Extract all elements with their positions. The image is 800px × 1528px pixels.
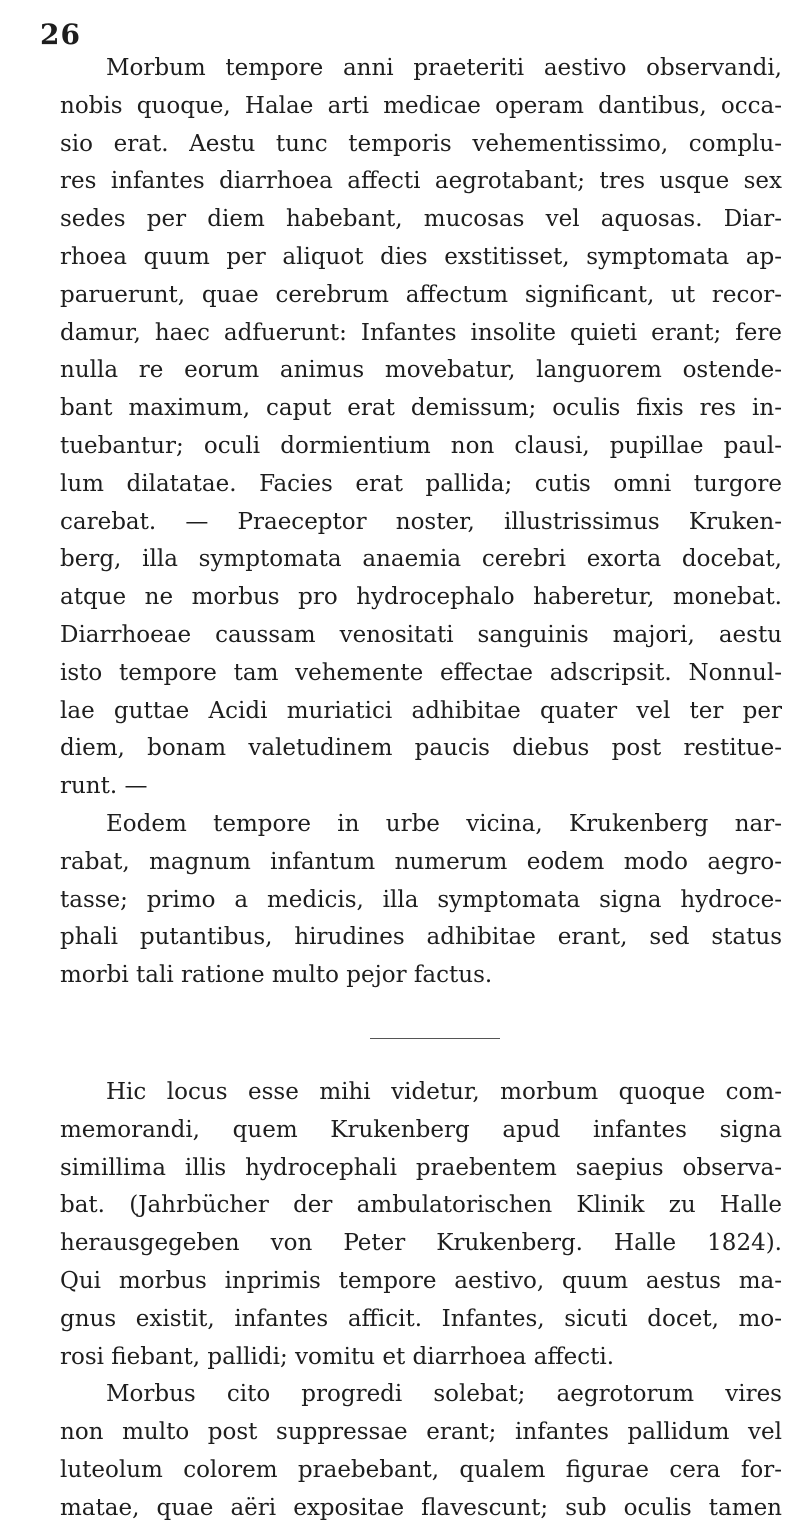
text-line: Hic locus esse mihi videtur, morbum quoque com- — [106, 1079, 782, 1105]
text-line: damur, haec adfuerunt: Infantes insolite quieti erant; fere — [60, 319, 782, 346]
separator-rule — [370, 1038, 500, 1039]
text-line: berg, illa symptomata anaemia cerebri exorta docebat, — [60, 546, 782, 573]
text-line: atque ne morbus pro hydrocephalo haberetur, monebat. — [60, 584, 782, 611]
text-line: diem, bonam valetudinem paucis diebus post restitue- — [60, 735, 782, 762]
text-line: res infantes diarrhoea affecti aegrotabant; tres usque sex — [60, 168, 782, 195]
text-block-lower — [60, 1074, 782, 1528]
text-line: tasse; primo a medicis, illa symptomata signa hydroce- — [60, 886, 782, 913]
text-line: Diarrhoeae caussam venositati sanguinis majori, aestu — [60, 621, 782, 648]
text-line: non multo post suppressae erant; infantes pallidum vel — [60, 1419, 782, 1446]
text-line: nulla re eorum animus movebatur, languorem ostende- — [60, 357, 782, 384]
text-line: rosi fiebant, pallidi; vomitu et diarrhoea affecti. — [60, 1343, 615, 1370]
text-line: bant maximum, caput erat demissum; oculis fixis res in- — [60, 395, 782, 422]
text-line: isto tempore tam vehemente effectae adscripsit. Nonnul- — [60, 659, 782, 686]
text-line: phali putantibus, hirudines adhibitae erant, sed status — [60, 924, 782, 951]
text-line: herausgegeben von Peter Krukenberg. Halle 1824). — [60, 1230, 782, 1257]
text-line: rhoea quum per aliquot dies exstitisset, symptomata ap- — [60, 243, 782, 270]
text-line: Morbum tempore anni praeteriti aestivo observandi, — [106, 55, 782, 81]
text-line: Morbus cito progredi solebat; aegrotorum vires — [106, 1381, 782, 1408]
text-line: paruerunt, quae cerebrum affectum significant, ut recor- — [60, 281, 782, 308]
page-number: 26 — [40, 18, 81, 51]
text-line: sedes per diem habebant, mucosas vel aquosas. Diar- — [60, 206, 782, 233]
text-line: morbi tali ratione multo pejor factus. — [60, 962, 493, 989]
text-line: bat. (Jahrbücher der ambulatorischen Klinik zu Halle — [60, 1192, 782, 1219]
text-line: memorandi, quem Krukenberg apud infantes signa — [60, 1116, 782, 1143]
text-line: luteolum colorem praebebant, qualem figurae cera for- — [60, 1456, 782, 1483]
text-line: lum dilatatae. Facies erat pallida; cutis omni turgore — [60, 470, 782, 497]
text-line: Eodem tempore in urbe vicina, Krukenberg nar- — [106, 810, 782, 837]
text-line: nobis quoque, Halae arti medicae operam dantibus, occa- — [60, 92, 782, 119]
text-line: simillima illis hydrocephali praebentem saepius observa- — [60, 1154, 782, 1181]
text-line: runt. — — [60, 773, 148, 800]
text-line: rabat, magnum infantum numerum eodem modo aegro- — [60, 848, 782, 875]
text-line: tuebantur; oculi dormientium non clausi, pupillae paul- — [60, 432, 782, 459]
text-line: gnus existit, infantes afficit. Infantes, sicuti docet, mo- — [60, 1305, 782, 1332]
text-block-upper — [60, 50, 782, 995]
text-line: matae, quae aëri expositae flavescunt; sub oculis tamen — [60, 1494, 782, 1521]
text-line: sio erat. Aestu tunc temporis vehementissimo, complu- — [60, 130, 782, 157]
text-line: lae guttae Acidi muriatici adhibitae quater vel ter per — [60, 697, 782, 724]
text-line: Qui morbus inprimis tempore aestivo, quum aestus ma- — [60, 1267, 782, 1294]
text-line: carebat. — Praeceptor noster, illustrissimus Kruken- — [60, 508, 782, 535]
